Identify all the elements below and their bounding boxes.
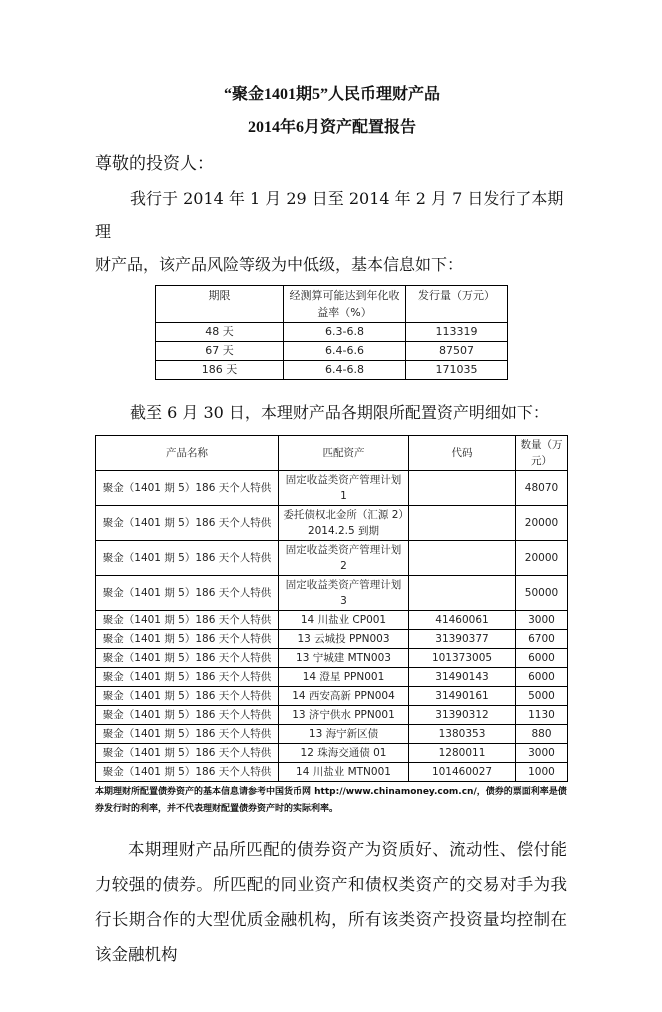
table-cell: 固定收益类资产管理计划 2 <box>279 541 409 576</box>
table-cell: 31490143 <box>409 668 516 687</box>
table-cell: 14 川盐业 CP001 <box>279 611 409 630</box>
table-cell: 1000 <box>516 763 568 782</box>
closing-paragraph: 本期理财产品所匹配的债券资产为资质好、流动性、偿付能力较强的债券。所匹配的同业资产和债权类资产的交易对手为我行长期合作的大型优质金融机构，所有该类资产投资量均控制在该金融机构 <box>95 840 567 964</box>
table-cell: 聚金（1401 期 5）186 天个人特供 <box>96 668 279 687</box>
column-header: 发行量（万元） <box>406 286 508 323</box>
table-cell: 50000 <box>516 576 568 611</box>
table-cell: 31390312 <box>409 706 516 725</box>
table-cell: 13 宁城建 MTN003 <box>279 649 409 668</box>
table-row <box>96 668 568 687</box>
table-cell: 聚金（1401 期 5）186 天个人特供 <box>96 541 279 576</box>
table-cell: 固定收益类资产管理计划 1 <box>279 471 409 506</box>
table-cell: 聚金（1401 期 5）186 天个人特供 <box>96 611 279 630</box>
table-cell: 6.4-6.8 <box>284 361 406 380</box>
intro-paragraph <box>95 182 569 281</box>
greeting: 尊敬的投资人： <box>95 154 214 174</box>
table-cell: 聚金（1401 期 5）186 天个人特供 <box>96 744 279 763</box>
table-row <box>96 649 568 668</box>
table-cell: 1380353 <box>409 725 516 744</box>
title-line-1: “聚金1401期5”人民币理财产品 <box>223 86 440 103</box>
table-cell: 聚金（1401 期 5）186 天个人特供 <box>96 506 279 541</box>
table-cell: 1130 <box>516 706 568 725</box>
table-cell: 聚金（1401 期 5）186 天个人特供 <box>96 725 279 744</box>
table-row <box>156 342 508 361</box>
table-cell: 41460061 <box>409 611 516 630</box>
table-cell: 6.3-6.8 <box>284 323 406 342</box>
title-line-2: 2014年6月资产配置报告 <box>247 119 416 136</box>
table-cell: 101460027 <box>409 763 516 782</box>
table-cell: 5000 <box>516 687 568 706</box>
table-row <box>156 361 508 380</box>
table-cell: 48 天 <box>156 323 284 342</box>
table-row <box>96 687 568 706</box>
table-cell: 1280011 <box>409 744 516 763</box>
table-cell: 14 澄星 PPN001 <box>279 668 409 687</box>
table-cell: 186 天 <box>156 361 284 380</box>
table-row <box>96 630 568 649</box>
table-row <box>96 725 568 744</box>
table-row <box>156 323 508 342</box>
table-row <box>96 576 568 611</box>
intro-line-2: 财产品，该产品风险等级为中低级，基本信息如下： <box>95 255 464 274</box>
column-header: 代码 <box>409 436 516 471</box>
table-cell: 880 <box>516 725 568 744</box>
table-cell: 聚金（1401 期 5）186 天个人特供 <box>96 706 279 725</box>
table-cell: 13 济宁供水 PPN001 <box>279 706 409 725</box>
table-cell: 20000 <box>516 541 568 576</box>
column-header: 经测算可能达到年化收益率（%） <box>284 286 406 323</box>
table-cell: 聚金（1401 期 5）186 天个人特供 <box>96 763 279 782</box>
table-row <box>96 611 568 630</box>
column-header: 期限 <box>156 286 284 323</box>
asset-allocation-table <box>95 435 568 782</box>
basic-info-table <box>155 285 508 380</box>
table-cell: 48070 <box>516 471 568 506</box>
table-cell: 87507 <box>406 342 508 361</box>
table-cell: 6.4-6.6 <box>284 342 406 361</box>
table-row <box>96 763 568 782</box>
table-cell <box>409 506 516 541</box>
asset-intro: 截至 6 月 30 日，本理财产品各期限所配置资产明细如下： <box>130 403 549 422</box>
table-cell: 67 天 <box>156 342 284 361</box>
table-cell <box>409 471 516 506</box>
bond-info-note: 本期理财所配置债券资产的基本信息请参考中国货币网 http://www.chinamoney.com.cn/，债券的票面利率是债券发行时的利率，并不代表理财配置债券资产时的实际利率。 <box>95 787 567 814</box>
table-cell: 聚金（1401 期 5）186 天个人特供 <box>96 471 279 506</box>
table-cell: 聚金（1401 期 5）186 天个人特供 <box>96 649 279 668</box>
column-header: 匹配资产 <box>279 436 409 471</box>
table-cell: 13 海宁新区债 <box>279 725 409 744</box>
table-cell: 171035 <box>406 361 508 380</box>
table-cell: 31390377 <box>409 630 516 649</box>
table-cell: 6700 <box>516 630 568 649</box>
table-row <box>96 471 568 506</box>
table-row <box>96 706 568 725</box>
table-cell: 12 珠海交通债 01 <box>279 744 409 763</box>
table-cell: 委托债权北金所（汇源 2）2014.2.5 到期 <box>279 506 409 541</box>
table-cell: 3000 <box>516 744 568 763</box>
table-cell: 20000 <box>516 506 568 541</box>
column-header: 产品名称 <box>96 436 279 471</box>
column-header: 数量（万元） <box>516 436 568 471</box>
table-cell: 3000 <box>516 611 568 630</box>
table-cell: 14 川盐业 MTN001 <box>279 763 409 782</box>
table-row <box>96 541 568 576</box>
table-cell: 6000 <box>516 649 568 668</box>
table-cell: 6000 <box>516 668 568 687</box>
table-cell <box>409 576 516 611</box>
intro-line-1: 我行于 2014 年 1 月 29 日至 2014 年 2 月 7 日发行了本期理 <box>95 189 564 241</box>
table-cell: 固定收益类资产管理计划 3 <box>279 576 409 611</box>
table-cell: 聚金（1401 期 5）186 天个人特供 <box>96 630 279 649</box>
table-cell: 聚金（1401 期 5）186 天个人特供 <box>96 687 279 706</box>
table-row <box>96 744 568 763</box>
table-row <box>96 506 568 541</box>
table-cell: 13 云城投 PPN003 <box>279 630 409 649</box>
table-cell: 31490161 <box>409 687 516 706</box>
table-cell <box>409 541 516 576</box>
table-cell: 聚金（1401 期 5）186 天个人特供 <box>96 576 279 611</box>
table-cell: 113319 <box>406 323 508 342</box>
table-cell: 101373005 <box>409 649 516 668</box>
table-cell: 14 西安高新 PPN004 <box>279 687 409 706</box>
